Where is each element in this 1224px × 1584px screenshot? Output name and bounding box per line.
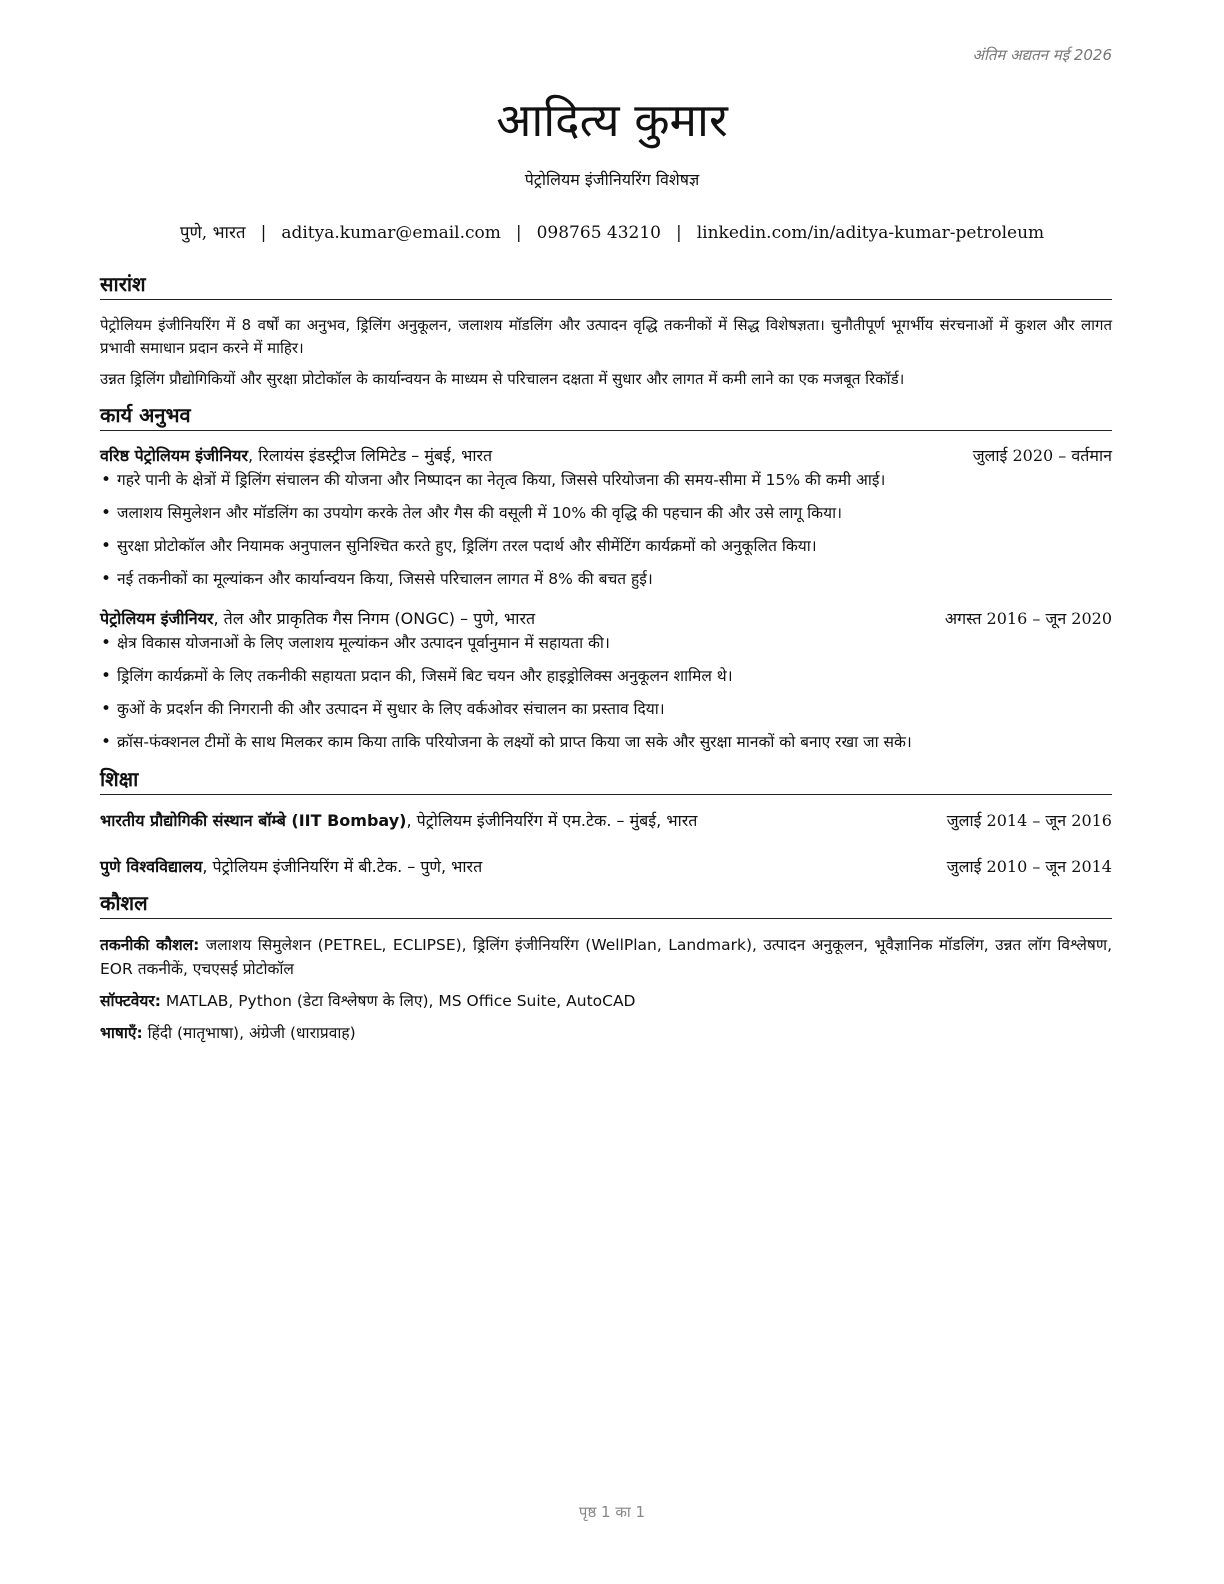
job-title: वरिष्ठ पेट्रोलियम इंजीनियर [100, 446, 249, 465]
section-title-skills: कौशल [100, 889, 1112, 919]
section-title-summary: सारांश [100, 270, 1112, 300]
contact-line [0, 220, 1224, 243]
education-entry [100, 809, 1112, 831]
job-bullet: • नई तकनीकों का मूल्यांकन और कार्यान्वयन किया, जिससे परिचालन लागत में 8% की बचत हुई। [100, 569, 1112, 589]
education-heading [100, 809, 697, 831]
job-bullet: • क्षेत्र विकास योजनाओं के लिए जलाशय मूल्यांकन और उत्पादन पूर्वानुमान में सहायता की। [100, 633, 1112, 653]
skills-section [100, 889, 1112, 1045]
education-section [100, 765, 1112, 877]
skills-row-software [100, 989, 1112, 1013]
education-degree: , पेट्रोलियम इंजीनियरिंग में एम.टेक. – मुंबई, भारत [406, 811, 698, 830]
job-title: पेट्रोलियम इंजीनियर [100, 609, 214, 628]
headline: पेट्रोलियम इंजीनियरिंग विशेषज्ञ [524, 170, 700, 189]
contact-location: पुणे, भारत [179, 223, 246, 243]
contact-phone: 098765 43210 [536, 223, 661, 243]
summary-paragraph: उन्नत ड्रिलिंग प्रौद्योगिकियों और सुरक्षा प्रोटोकॉल के कार्यान्वयन के माध्यम से परिचालन दक्षता में सुधार और लागत में कमी लाने का एक मजबूत रिकॉर्ड। [100, 370, 905, 388]
job-org: , तेल और प्राकृतिक गैस निगम (ONGC) – पुणे, भारत [213, 609, 536, 628]
job-bullet: • जलाशय सिमुलेशन और मॉडलिंग का उपयोग करके तेल और गैस की वसूली में 10% की वृद्धि की पहचान की और उसे लागू किया। [100, 503, 1112, 523]
resume-content [100, 270, 1112, 1045]
skills-value: हिंदी (मातृभाषा), अंग्रेजी (धाराप्रवाह) [142, 1024, 356, 1042]
education-institution: पुणे विश्वविद्यालय [100, 857, 203, 876]
skills-label: भाषाएँ: [100, 1024, 143, 1042]
skills-row-technical [100, 933, 1112, 981]
job-bullet: • क्रॉस-फंक्शनल टीमों के साथ मिलकर काम किया ताकि परियोजना के लक्ष्यों को प्राप्त किया जा सके और सुरक्षा मानकों को बनाए रखा जा सके। [100, 732, 1112, 752]
job-dates: अगस्त 2016 – जून 2020 [944, 609, 1112, 628]
job-dates: जुलाई 2020 – वर्तमान [972, 446, 1112, 465]
contact-separator: | [260, 223, 267, 243]
summary-paragraph: पेट्रोलियम इंजीनियरिंग में 8 वर्षों का अनुभव, ड्रिलिंग अनुकूलन, जलाशय मॉडलिंग और उत्पादन वृद्धि तकनीकों में सिद्ध विशेषज्ञता। चुनौतीपूर्ण भूगर्भीय संरचनाओं में कुशल और लागत प्रभावी समाधान प्रदान करने में माहिर। [100, 316, 1112, 357]
job-heading [100, 444, 492, 466]
education-entry [100, 855, 1112, 877]
job-heading [100, 607, 535, 629]
contact-separator: | [515, 223, 522, 243]
experience-section [100, 401, 1112, 752]
contact-email[interactable]: aditya.kumar@email.com [281, 223, 501, 243]
job-org: , रिलायंस इंडस्ट्रीज लिमिटेड – मुंबई, भारत [248, 446, 493, 465]
contact-linkedin[interactable]: linkedin.com/in/aditya-kumar-petroleum [696, 223, 1045, 243]
job-bullet: • गहरे पानी के क्षेत्रों में ड्रिलिंग संचालन की योजना और निष्पादन का नेतृत्व किया, जिससे परियोजना की समय-सीमा में 15% की कमी आई। [100, 470, 1112, 490]
skills-label: सॉफ्टवेयर: [100, 992, 161, 1010]
job-bullet: • सुरक्षा प्रोटोकॉल और नियामक अनुपालन सुनिश्चित करते हुए, ड्रिलिंग तरल पदार्थ और सीमेंटिंग कार्यक्रमों को अनुकूलित किया। [100, 536, 1112, 556]
job-bullets [100, 633, 1112, 752]
job-header [100, 607, 1112, 629]
skills-value: जलाशय सिमुलेशन (PETREL, ECLIPSE), ड्रिलिंग इंजीनियरिंग (WellPlan, Landmark), उत्पादन अनुकूलन, भूवैज्ञानिक मॉडलिंग, उन्नत लॉग विश्लेषण, EOR तकनीकें, एचएसई प्रोटोकॉल [100, 936, 1112, 978]
section-title-education: शिक्षा [100, 765, 1112, 795]
education-institution: भारतीय प्रौद्योगिकी संस्थान बॉम्बे (IIT Bombay) [100, 811, 407, 830]
education-dates: जुलाई 2010 – जून 2014 [946, 857, 1112, 876]
skills-label: तकनीकी कौशल: [100, 936, 200, 954]
education-degree: , पेट्रोलियम इंजीनियरिंग में बी.टेक. – पुणे, भारत [202, 857, 483, 876]
last-updated: अंतिम अद्यतन मई 2026 [972, 46, 1112, 64]
job-entry [100, 607, 1112, 752]
education-heading [100, 855, 482, 877]
job-header [100, 444, 1112, 466]
section-title-experience: कार्य अनुभव [100, 401, 1112, 431]
page-number: पृष्ठ 1 का 1 [578, 1503, 646, 1521]
skills-value: MATLAB, Python (डेटा विश्लेषण के लिए), MS Office Suite, AutoCAD [160, 992, 636, 1010]
job-entry [100, 444, 1112, 589]
education-dates: जुलाई 2014 – जून 2016 [946, 811, 1112, 830]
job-bullet: • कुओं के प्रदर्शन की निगरानी की और उत्पादन में सुधार के लिए वर्कओवर संचालन का प्रस्ताव दिया। [100, 699, 1112, 719]
job-bullets [100, 470, 1112, 589]
contact-separator: | [676, 223, 682, 243]
skills-row-languages [100, 1021, 1112, 1045]
candidate-name: आदित्य कुमार [496, 93, 728, 147]
job-bullet: • ड्रिलिंग कार्यक्रमों के लिए तकनीकी सहायता प्रदान की, जिसमें बिट चयन और हाइड्रोलिक्स अनुकूलन शामिल थे। [100, 666, 1112, 686]
summary-section [100, 270, 1112, 391]
